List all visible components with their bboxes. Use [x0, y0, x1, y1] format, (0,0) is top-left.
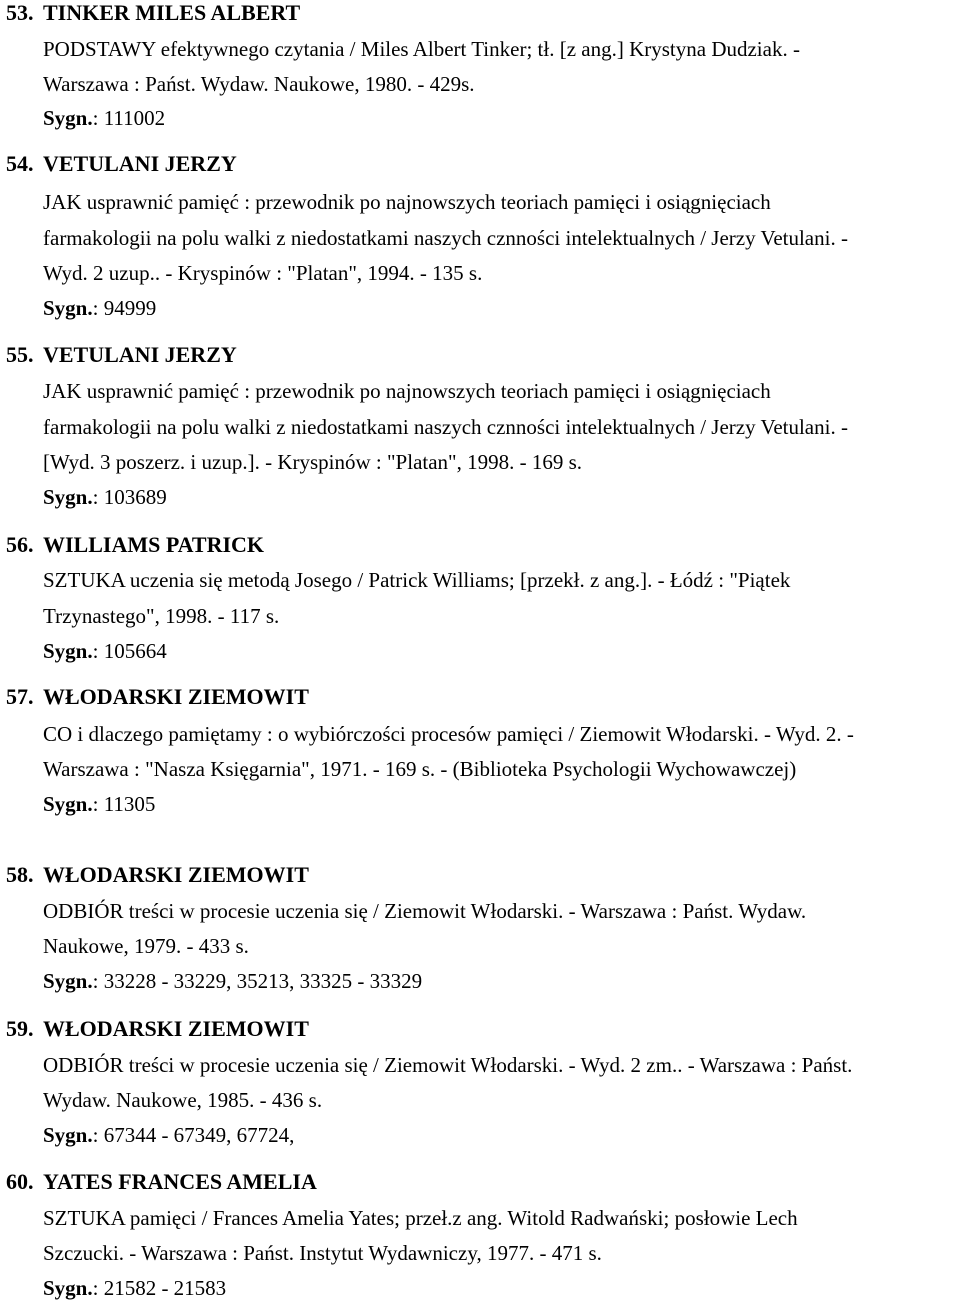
signature-value: : 105664 — [92, 639, 167, 663]
entry-number: 53. — [6, 0, 34, 25]
entry-signature — [43, 968, 422, 994]
entry-signature — [43, 295, 156, 321]
signature-label: Sygn. — [43, 106, 93, 130]
entry-line: PODSTAWY efektywnego czytania / Miles Albert Tinker; tł. [z ang.] Krystyna Dudziak. - — [43, 37, 800, 61]
entry-line: farmakologii na polu walki z niedostatkami naszych cznności intelektualnych / Jerzy Vetulani. - — [43, 415, 848, 439]
entry-number: 56. — [6, 532, 34, 557]
entry-signature — [43, 105, 165, 131]
signature-label: Sygn. — [43, 792, 93, 816]
entry-line: Warszawa : Państ. Wydaw. Naukowe, 1980. - 429s. — [43, 72, 475, 96]
signature-value: : 67344 - 67349, 67724, — [92, 1123, 295, 1147]
entry-line: SZTUKA uczenia się metodą Josego / Patrick Williams; [przekł. z ang.]. - Łódź : "Piątek — [43, 568, 791, 592]
entry-line: farmakologii na polu walki z niedostatkami naszych cznności intelektualnych / Jerzy Vetulani. - — [43, 226, 848, 250]
signature-value: : 11305 — [92, 792, 156, 816]
entry-signature — [43, 638, 167, 664]
entry-line: CO i dlaczego pamiętamy : o wybiórczości procesów pamięci / Ziemowit Włodarski. - Wyd. 2. - — [43, 722, 854, 746]
signature-value: : 103689 — [92, 485, 167, 509]
entry-line: ODBIÓR treści w procesie uczenia się / Ziemowit Włodarski. - Wyd. 2 zm.. - Warszawa : Państ. — [43, 1053, 853, 1077]
entry-author: WILLIAMS PATRICK — [43, 532, 265, 557]
entry-author: VETULANI JERZY — [43, 342, 237, 367]
entry-line: SZTUKA pamięci / Frances Amelia Yates; przeł.z ang. Witold Radwański; posłowie Lech — [43, 1206, 798, 1230]
signature-label: Sygn. — [43, 1123, 93, 1147]
signature-value: : 111002 — [92, 106, 166, 130]
entry-line: Warszawa : "Nasza Księgarnia", 1971. - 169 s. - (Biblioteka Psychologii Wychowawczej) — [43, 757, 797, 781]
entry-heading — [6, 1016, 309, 1042]
signature-label: Sygn. — [43, 485, 93, 509]
entry-author: YATES FRANCES AMELIA — [43, 1169, 317, 1194]
entry-heading — [6, 0, 300, 26]
entry-number: 58. — [6, 862, 34, 887]
signature-value: : 21582 - 21583 — [92, 1276, 227, 1300]
signature-label: Sygn. — [43, 1276, 93, 1300]
entry-heading — [6, 151, 237, 177]
entry-number: 60. — [6, 1169, 34, 1194]
signature-value: : 33228 - 33229, 35213, 33325 - 33329 — [92, 969, 423, 993]
signature-value: : 94999 — [92, 296, 157, 320]
entry-signature — [43, 791, 155, 817]
entry-line: JAK usprawnić pamięć : przewodnik po najnowszych teoriach pamięci i osiągnięciach — [43, 379, 771, 403]
entry-author: WŁODARSKI ZIEMOWIT — [43, 1016, 309, 1041]
entry-line: JAK usprawnić pamięć : przewodnik po najnowszych teoriach pamięci i osiągnięciach — [43, 190, 771, 214]
entry-signature — [43, 484, 167, 510]
entry-heading — [6, 862, 309, 888]
entry-number: 59. — [6, 1016, 34, 1041]
entry-author: WŁODARSKI ZIEMOWIT — [43, 684, 309, 709]
entry-line: ODBIÓR treści w procesie uczenia się / Ziemowit Włodarski. - Warszawa : Państ. Wydaw. — [43, 899, 807, 923]
entry-line: Naukowe, 1979. - 433 s. — [43, 934, 249, 958]
entry-line: Wydaw. Naukowe, 1985. - 436 s. — [43, 1088, 323, 1112]
entry-line: [Wyd. 3 poszerz. i uzup.]. - Kryspinów : "Platan", 1998. - 169 s. — [43, 450, 583, 474]
signature-label: Sygn. — [43, 969, 93, 993]
entry-author: VETULANI JERZY — [43, 151, 237, 176]
entry-number: 54. — [6, 151, 34, 176]
entry-line: Szczucki. - Warszawa : Państ. Instytut Wydawniczy, 1977. - 471 s. — [43, 1241, 602, 1265]
entry-number: 57. — [6, 684, 34, 709]
signature-label: Sygn. — [43, 639, 93, 663]
entry-heading — [6, 342, 237, 368]
entry-signature — [43, 1122, 294, 1148]
entry-heading — [6, 684, 309, 710]
entry-signature — [43, 1275, 226, 1301]
entry-heading — [6, 532, 264, 558]
entry-heading — [6, 1169, 317, 1195]
entry-author: WŁODARSKI ZIEMOWIT — [43, 862, 309, 887]
entry-number: 55. — [6, 342, 34, 367]
entry-author: TINKER MILES ALBERT — [43, 0, 301, 25]
entry-line: Trzynastego", 1998. - 117 s. — [43, 604, 280, 628]
signature-label: Sygn. — [43, 296, 93, 320]
entry-line: Wyd. 2 uzup.. - Kryspinów : "Platan", 1994. - 135 s. — [43, 261, 483, 285]
